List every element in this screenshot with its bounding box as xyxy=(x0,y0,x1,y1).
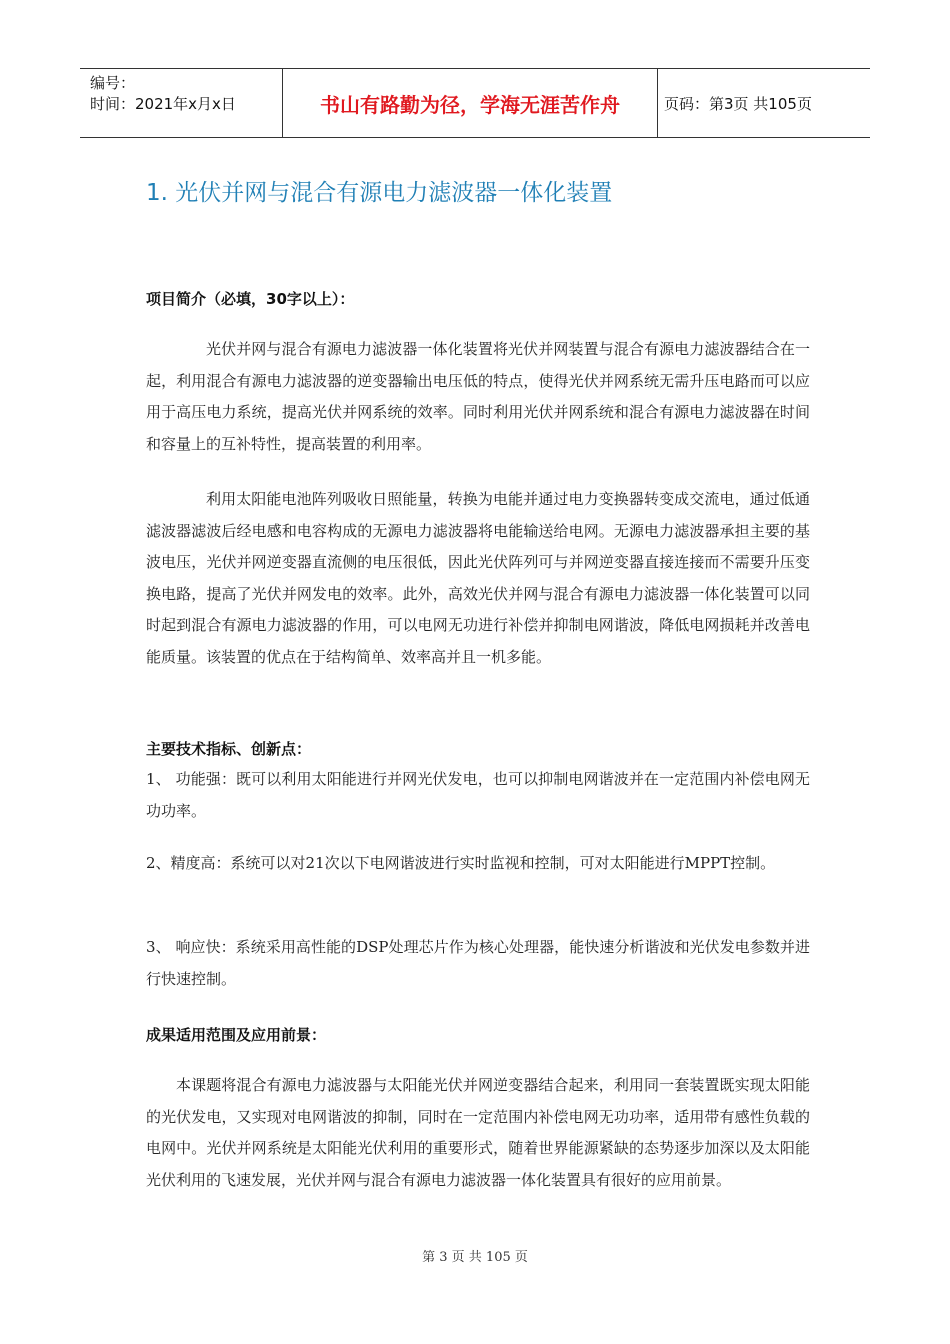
header-page-info: 页码：第3页 共105页 xyxy=(664,94,812,113)
date-label: 时间：2021年x月x日 xyxy=(90,95,236,113)
intro-paragraph-2: 利用太阳能电池阵列吸收日照能量，转换为电能并通过电力变换器转变成交流电，通过低通滤波器滤波后经电感和电容构成的无源电力滤波器将电能输送给电网。无源电力滤波器承担主要的基波电压，光伏并网逆变器直流侧的电压很低，因此光伏阵列可与并网逆变器直接连接而不需要升压变换电路，提高了光伏并网发电的效率。此外，高效光伏并网与混合有源电力滤波器一体化装置可以同时起到混合有源电力滤波器的作用，可以电网无功进行补偿并抑制电网谐波，降低电网损耗并改善电能质量。该装置的优点在于结构简单、效率高并且一机多能。 xyxy=(146,490,810,666)
page-title: 1. 光伏并网与混合有源电力滤波器一体化装置 xyxy=(146,180,613,206)
intro-paragraph-1: 光伏并网与混合有源电力滤波器一体化装置将光伏并网装置与混合有源电力滤波器结合在一起，利用混合有源电力滤波器的逆变器输出电压低的特点，使得光伏并网系统无需升压电路而可以应用于高压电力系统，提高光伏并网系统的效率。同时利用光伏并网系统和混合有源电力滤波器在时间和容量上的互补特性，提高装置的利用率。 xyxy=(146,340,810,453)
application-paragraph: 本课题将混合有源电力滤波器与太阳能光伏并网逆变器结合起来，利用同一套装置既实现太阳能的光伏发电，又实现对电网谐波的抑制，同时在一定范围内补偿电网无功功率，适用带有感性负载的电网中。光伏并网系统是太阳能光伏利用的重要形式，随着世界能源紧缺的态势逐步加深以及太阳能光伏利用的飞速发展，光伏并网与混合有源电力滤波器一体化装置具有很好的应用前景。 xyxy=(146,1076,810,1189)
header-left-cell xyxy=(80,69,282,137)
tech-heading: 主要技术指标、创新点： xyxy=(146,740,312,758)
tech-item-3: 3、 响应快：系统采用高性能的DSP处理芯片作为核心处理器，能快速分析谐波和光伏发电参数并进行快速控制。 xyxy=(146,938,810,988)
application-heading: 成果适用范围及应用前景： xyxy=(146,1026,327,1044)
intro-heading: 项目简介（必填，30字以上）： xyxy=(146,290,355,308)
tech-item-2: 2、精度高：系统可以对21次以下电网谐波进行实时监视和控制，可对太阳能进行MPPT控制。 xyxy=(146,854,776,872)
header-motto: 书山有路勤为径，学海无涯苦作舟 xyxy=(282,69,658,137)
page-footer: 第 3 页 共 105 页 xyxy=(422,1250,528,1265)
tech-item-1: 1、 功能强：既可以利用太阳能进行并网光伏发电，也可以抑制电网谐波并在一定范围内补偿电网无功功率。 xyxy=(146,770,810,820)
document-header xyxy=(80,68,870,138)
number-label: 编号： xyxy=(90,74,136,92)
